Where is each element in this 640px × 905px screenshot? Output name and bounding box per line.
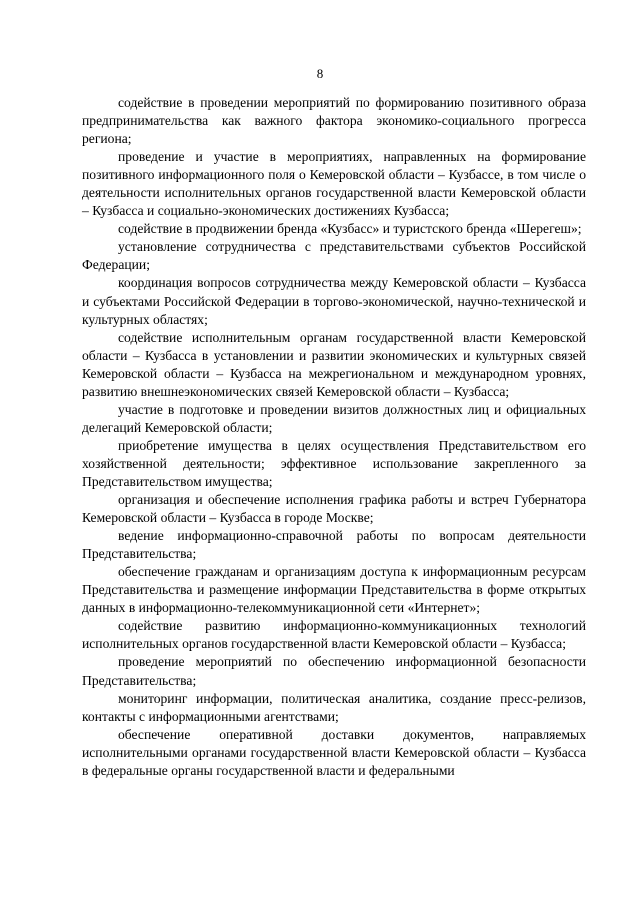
paragraph: проведение мероприятий по обеспечению информационной безопасности Представительства;	[82, 654, 586, 688]
paragraph: содействие в продвижении бренда «Кузбасс» и туристского бренда «Шерегеш»;	[118, 221, 582, 237]
paragraph: обеспечение оперативной доставки документов, направляемых исполнительными органами государственной власти Кемеровской области – Кузбасса в федеральные органы государственной власти и федеральными	[82, 726, 586, 778]
paragraph: проведение и участие в мероприятиях, направленных на формирование позитивного информационного поля о Кемеровской области – Кузбассе, в том числе о деятельности исполнительных органов государственной власти Кемеровской области – Кузбасса и социально-экономических достижениях Кузбасса;	[82, 149, 586, 219]
paragraph: обеспечение гражданам и организациям доступа к информационным ресурсам Представительства и размещение информации Представительства в форме открытых данных в информационно-телекоммуникационной сети «Интернет»;	[82, 564, 586, 616]
paragraph: приобретение имущества в целях осуществления Представительством его хозяйственной деятельности; эффективное использование закрепленного за Представительством имущества;	[82, 437, 586, 489]
paragraph: координация вопросов сотрудничества между Кемеровской области – Кузбасса и субъектами Российской Федерации в торгово-экономической, научно-технической и культурных областях;	[82, 275, 586, 327]
paragraph: содействие развитию информационно-коммуникационных технологий исполнительных органов государственной власти Кемеровской области – Кузбасса;	[82, 618, 586, 652]
paragraph: установление сотрудничества с представительствами субъектов Российской Федерации;	[82, 239, 586, 273]
page-number: 8	[316, 66, 324, 81]
paragraph: мониторинг информации, политическая аналитика, создание пресс-релизов, контакты с информационными агентствами;	[82, 690, 586, 724]
paragraph: содействие в проведении мероприятий по формированию позитивного образа предпринимательства как важного фактора экономико-социального прогресса региона;	[82, 95, 586, 147]
paragraph: ведение информационно-справочной работы по вопросам деятельности Представительства;	[82, 528, 586, 562]
document-body	[82, 94, 586, 780]
paragraph: содействие исполнительным органам государственной власти Кемеровской области – Кузбасса в установлении и развитии экономических и культурных связей Кемеровской области – Кузбасса на межрегиональном и международном уровнях, развитию внешнеэкономических связей Кемеровской области – Кузбасса;	[82, 329, 586, 399]
paragraph: участие в подготовке и проведении визитов должностных лиц и официальных делегаций Кемеровской области;	[82, 401, 586, 435]
paragraph: организация и обеспечение исполнения графика работы и встреч Губернатора Кемеровской области – Кузбасса в городе Москве;	[82, 492, 586, 526]
